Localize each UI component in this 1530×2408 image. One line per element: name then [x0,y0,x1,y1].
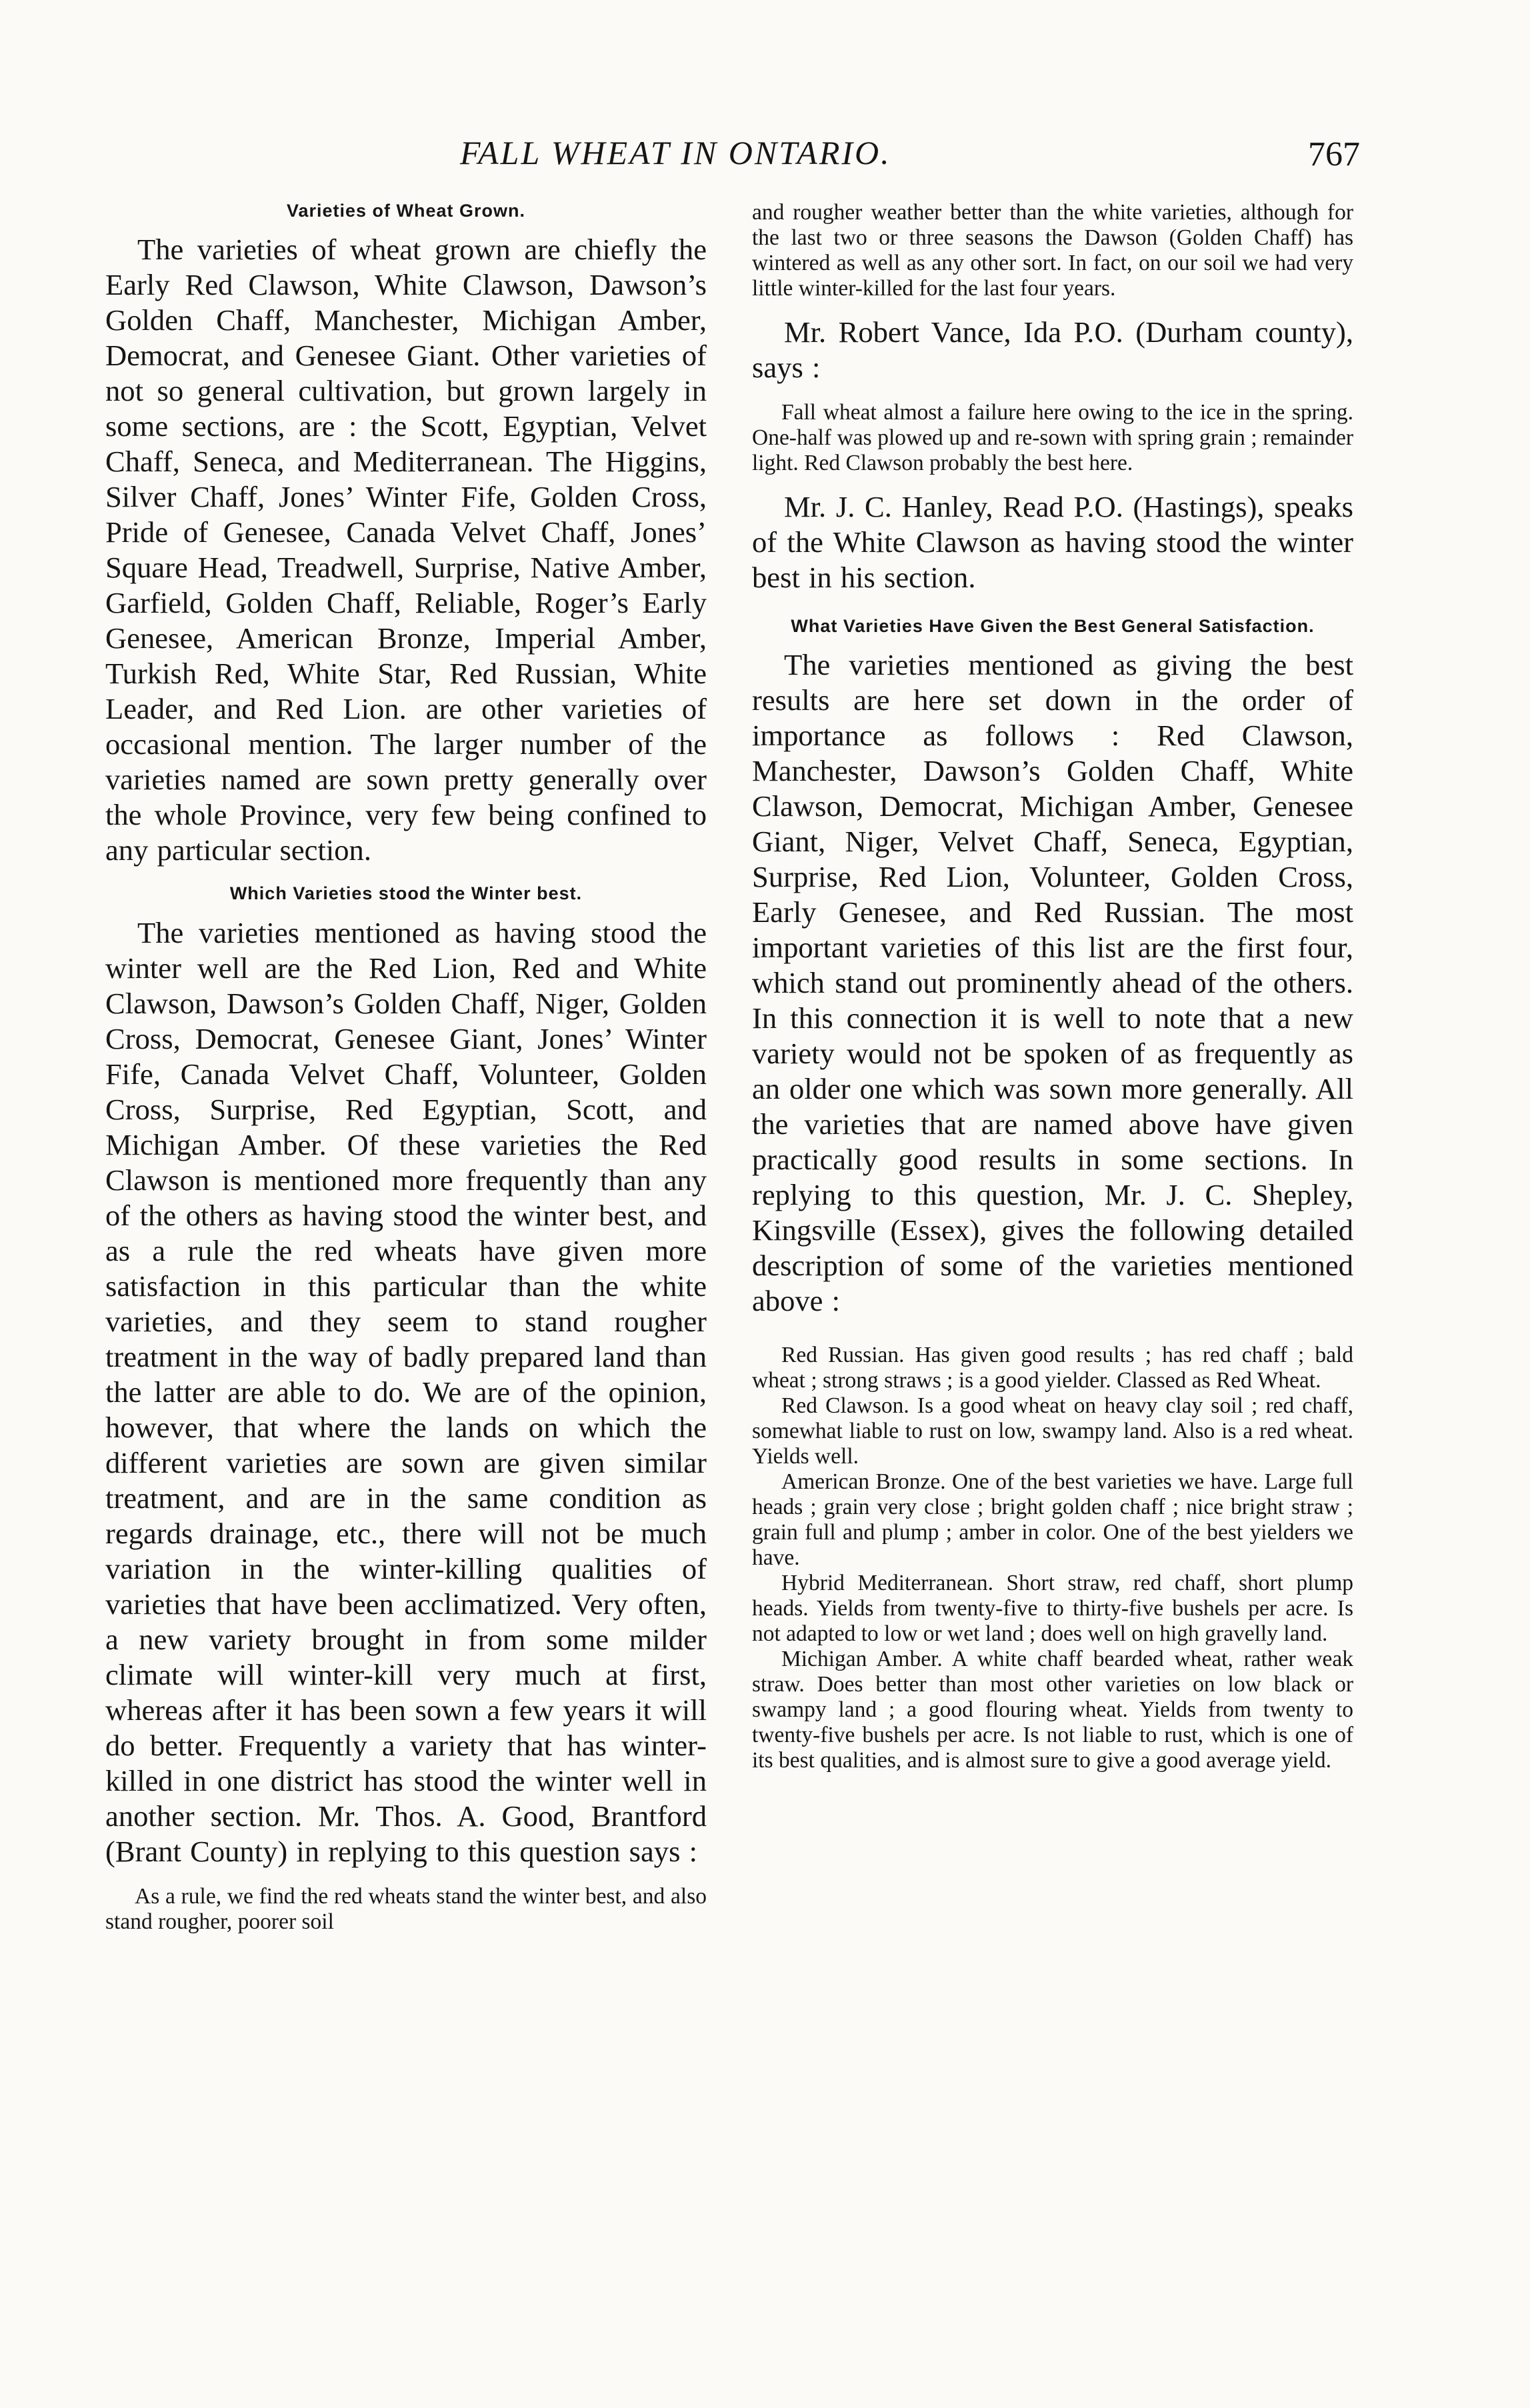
paragraph-winter-best: The varieties mentioned as having stood the winter well are the Red Lion, Red and White Clawson, Dawson’s Golden Chaff, Niger, Golden Cross, Democrat, Genesee Giant, Jones’ Winter Fife, Canada Velvet Chaff, Volunteer, Golden Cross, Surprise, Red Egyptian, Scott, and Michigan Amber. Of these varieties the Red Clawson is mentioned more frequently than any of the others as having stood the winter best, and as a rule the red wheats have given more satisfaction in this particular than the white varieties, and they seem to stand rougher treatment in the way of badly prepared land than the latter are able to do. We are of the opinion, however, that where the lands on which the different varieties are sown are given similar treatment, and are in the same condition as regards drainage, etc., there will not be much variation in the winter-killing qualities of varieties that have been acclimatized. Very often, a new variety brought in from some milder climate will winter-kill very much at first, whereas after it has been sown a few years it will do better. Frequently a variety that has winter-killed in one district has stood the winter well in another section. Mr. Thos. A. Good, Brantford (Brant County) in replying to this question says : [105,915,707,1868]
paragraph-varieties-grown: The varieties of wheat grown are chiefly the Early Red Clawson, White Clawson, Dawson’s Golden Chaff, Manchester, Michigan Amber, Democrat, and Genesee Giant. Other varieties of not so general cultivation, but grown largely in some sections, are : the Scott, Egyptian, Velvet Chaff, Seneca, and Mediterranean. The Higgins, Silver Chaff, Jones’ Winter Fife, Golden Cross, Pride of Genesee, Canada Velvet Chaff, Jones’ Square Head, Treadwell, Surprise, Native Amber, Garfield, Golden Chaff, Reliable, Roger’s Early Genesee, American Bronze, Imperial Amber, Turkish Red, White Star, Red Russian, White Leader, and Red Lion. are other varieties of occasional mention. The larger number of the varieties named are sown pretty generally over the whole Province, very few being confined to any particular section. [105,233,707,867]
quote-good: As a rule, we find the red wheats stand the winter best, and also stand rougher, poorer soil [105,1883,707,1934]
left-column [105,200,707,1948]
quote-vance: Fall wheat almost a failure here owing to the ice in the spring. One-half was plowed up and re-sown with spring grain ; remainder light. Red Clawson probably the best here. [752,400,1353,475]
variety-descriptions [752,1343,1353,1773]
paragraph-best-satisfaction: The varieties mentioned as giving the best results are here set down in the order of importance as follows : Red Clawson, Manchester, Dawson’s Golden Chaff, White Clawson, Democrat, Michigan Amber, Genesee Giant, Niger, Velvet Chaff, Seneca, Egyptian, Surprise, Red Lion, Volunteer, Golden Cross, Early Genesee, and Red Russian. The most important varieties of this list are the first four, which stand out prominently ahead of the others. In this connection it is well to note that a new variety would not be spoken of as frequently as an older one which was sown more generally. All the varieties that are named above have given practically good results in some sections. In replying to this question, Mr. J. C. Shepley, Kingsville (Essex), gives the following detailed description of some of the varieties mentioned above : [752,648,1353,1318]
paragraph-vance: Mr. Robert Vance, Ida P.O. (Durham county), says : [752,315,1353,384]
variety-entry-hybrid-mediterranean: Hybrid Mediterranean. Short straw, red chaff, short plump heads. Yields from twenty-five to thirty-five bushels per acre. Is not adapted to low or wet land ; does well on high gravelly land. [752,1571,1353,1647]
quote-good-continued: and rougher weather better than the white varieties, although for the last two or three seasons the Dawson (Golden Chaff) has wintered as well as any other sort. In fact, on our soil we had very little winter-killed for the last four years. [752,200,1353,301]
variety-entry-red-russian: Red Russian. Has given good results ; has red chaff ; bald wheat ; strong straws ; is a good yielder. Classed as Red Wheat. [752,1343,1353,1393]
variety-entry-red-clawson: Red Clawson. Is a good wheat on heavy clay soil ; red chaff, somewhat liable to rust on low, swampy land. Also is a red wheat. Yields well. [752,1393,1353,1469]
heading-best-satisfaction: What Varieties Have Given the Best General Satisfaction. [791,616,1315,636]
heading-winter-best: Which Varieties stood the Winter best. [229,883,583,904]
right-column [752,200,1353,1773]
variety-entry-michigan-amber: Michigan Amber. A white chaff bearded wheat, rather weak straw. Does better than most other varieties on low black or swampy land ; a good flouring wheat. Yields from twenty to twenty-five bushels per acre. Is not liable to rust, which is one of its best qualities, and is almost sure to give a good average yield. [752,1647,1353,1773]
running-head [0,133,1530,180]
heading-varieties-grown: Varieties of Wheat Grown. [286,201,526,221]
running-title: FALL WHEAT IN ONTARIO. [460,134,891,171]
paragraph-hanley: Mr. J. C. Hanley, Read P.O. (Hastings), speaks of the White Clawson as having stood the winter best in his section. [752,490,1353,594]
page-number: 767 [1308,135,1360,173]
variety-entry-american-bronze: American Bronze. One of the best varieties we have. Large full heads ; grain very close ; bright golden chaff ; nice bright straw ; grain full and plump ; amber in color. One of the best yielders we have. [752,1469,1353,1571]
